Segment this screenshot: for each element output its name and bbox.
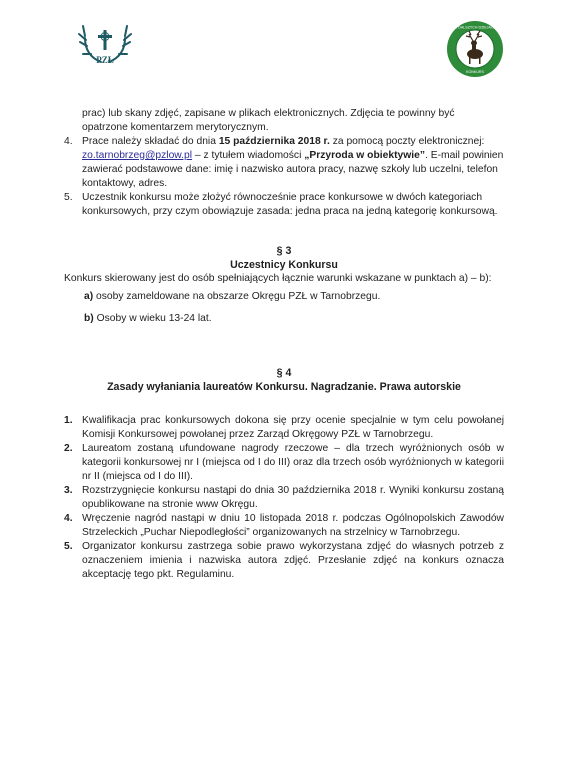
- list-item: 5. Organizator konkursu zastrzega sobie prawo wykorzystana zdjęć do własnych potrzeb z oznaczeniem imienia i nazwiska autora zdjęć. Przesłanie zdjęć na konkurs oznacza akceptację tego pkt. Regulaminu.: [64, 541, 504, 580]
- list-item: 4. Wręczenie nagród nastąpi w dniu 10 listopada 2018 r. podczas Ogólnopolskich Zawodów Strzeleckich „Puchar Niepodległości” organizowanych na strzelnicy w Tarnobrzegu.: [64, 513, 504, 538]
- submission-list: [64, 135, 504, 219]
- list-item-4: 4. Prace należy składać do dnia 15 października 2018 r. za pomocą poczty elektronicznej: zo.tarnobrzeg@pzlow.pl – z tytułem wiadomości „Przyroda w obiektywie”. E-mail powinien zawierać podstawowe dane: imię i nazwisko autora pracy, nazwę szkoły lub uczelni, telefon kontaktowy, adres.: [64, 136, 504, 189]
- list-item: 2. Laureatom zostaną ufundowane nagrody rzeczowe – dla trzech wyróżnionych osób w kategorii konkursowej nr I (miejsca od I do III) oraz dla trzech osób wyróżnionych w kategorii nr II (miejsca od I do III).: [64, 443, 504, 482]
- section3-intro: Konkurs skierowany jest do osób spełniających łącznie warunki wskazane w punktach a) – b):: [64, 273, 492, 284]
- section4-symbol: § 4: [276, 367, 292, 379]
- section3-title: Uczestnicy Konkursu: [230, 259, 338, 271]
- section3-condition-b: b) Osoby w wieku 13-24 lat.: [84, 313, 212, 324]
- contest-badge-icon: [446, 20, 504, 78]
- section3-condition-a: a) osoby zameldowane na obszarze Okręgu PZŁ w Tarnobrzegu.: [84, 291, 381, 302]
- badge-bottom-text: KONKURS: [466, 70, 484, 74]
- badge-top-text: W DALSZYCH DZIEJACH: [453, 25, 497, 30]
- section4-list: [64, 414, 504, 582]
- list-item: 3. Rozstrzygnięcie konkursu nastąpi do dnia 30 października 2018 r. Wyniki konkursu zostaną opublikowane na stronie www Okręgu.: [64, 485, 504, 510]
- document-body: [64, 107, 504, 582]
- item3-continuation: prac) lub skany zdjęć, zapisane w plikach elektronicznych. Zdjęcia te powinny być opatrzone komentarzem merytorycznym.: [82, 108, 455, 133]
- pzl-logo-text: PZŁ: [96, 55, 114, 65]
- list-item: 1. Kwalifikacja prac konkursowych dokona się przy ocenie specjalnie w tym celu powołanej Komisji Konkursowej powołanej przez Zarząd Okręgowy PZŁ w Tarnobrzegu.: [64, 415, 504, 440]
- section4-title: Zasady wyłaniania laureatów Konkursu. Nagradzanie. Prawa autorskie: [107, 381, 461, 393]
- list-item-5: 5. Uczestnik konkursu może złożyć równocześnie prace konkursowe w dwóch kategoriach konkursowych, przy czym obowiązuje zasada: jedna praca na jedną kategorię konkursową.: [64, 192, 498, 217]
- email-link[interactable]: zo.tarnobrzeg@pzlow.pl: [82, 150, 193, 161]
- section3-symbol: § 3: [276, 245, 292, 257]
- pzl-logo-icon: [77, 22, 133, 74]
